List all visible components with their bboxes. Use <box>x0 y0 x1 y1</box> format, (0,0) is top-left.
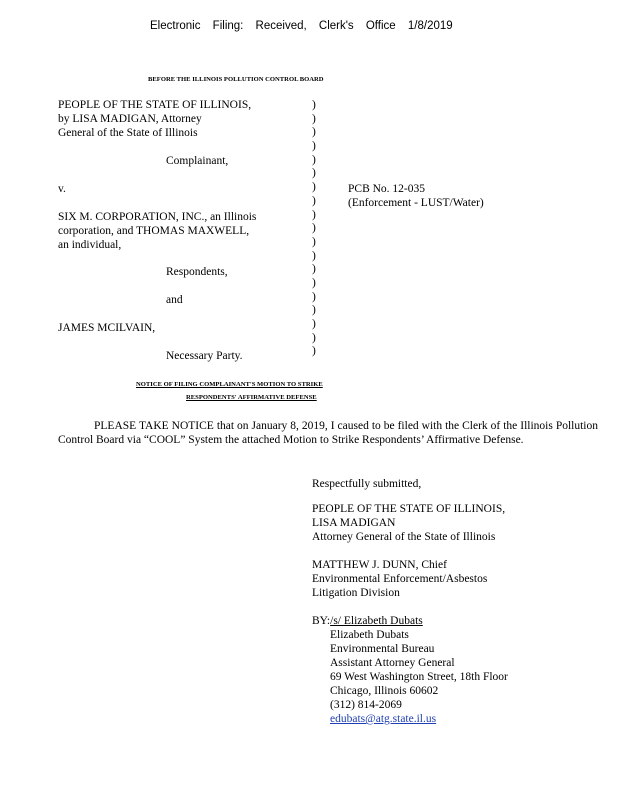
notice-paragraph: PLEASE TAKE NOTICE that on January 8, 2019, I caused to be filed with the Clerk of the Illinois Pollution Control Board via “COOL” System the attached Motion to Strike Respondents’ Affirmative Defense. <box>58 420 598 446</box>
paren: ) <box>312 208 316 221</box>
respondent-line-2: corporation, and THOMAS MAXWELL, <box>58 225 250 237</box>
plaintiff-line-1: PEOPLE OF THE STATE OF ILLINOIS, <box>58 99 252 111</box>
paren: ) <box>312 112 316 125</box>
respondent-line-1: SIX M. CORPORATION, INC., an Illinois <box>58 211 257 223</box>
paren: ) <box>312 140 316 153</box>
case-number: PCB No. 12-035 <box>348 183 425 195</box>
respondent-line-3: an individual, <box>58 239 122 251</box>
paren: ) <box>312 235 316 248</box>
electronic-signature: /s/ Elizabeth Dubats <box>330 615 423 627</box>
party-line-3: Attorney General of the State of Illinois <box>312 531 496 543</box>
case-type: (Enforcement - LUST/Water) <box>348 197 484 209</box>
party-line-2: LISA MADIGAN <box>312 517 396 529</box>
block-line-6: (312) 814-2069 <box>330 699 402 711</box>
signature-line <box>312 615 423 629</box>
and-label: and <box>166 294 183 306</box>
paren: ) <box>312 331 316 344</box>
paren: ) <box>312 181 316 194</box>
block-line-2: Environmental Bureau <box>330 643 435 655</box>
paren: ) <box>312 290 316 303</box>
paren: ) <box>312 167 316 180</box>
complainant-label: Complainant, <box>166 155 229 167</box>
email-link[interactable]: edubats@atg.state.il.us <box>330 713 437 725</box>
chief-line-3: Litigation Division <box>312 587 400 599</box>
paren: ) <box>312 345 316 358</box>
plaintiff-line-3: General of the State of Illinois <box>58 127 198 139</box>
paren: ) <box>312 126 316 139</box>
electronic-filing-stamp: Electronic Filing: Received, Clerk's Office 1/8/2019 <box>150 20 453 32</box>
by-prefix: BY: <box>312 615 331 627</box>
plaintiff-line-2: by LISA MADIGAN, Attorney <box>58 113 202 125</box>
closing: Respectfully submitted, <box>312 478 422 490</box>
versus-label: v. <box>58 183 66 195</box>
party-line-1: PEOPLE OF THE STATE OF ILLINOIS, <box>312 503 506 515</box>
necessary-party-name: JAMES MCILVAIN, <box>58 322 156 334</box>
block-line-3: Assistant Attorney General <box>330 657 455 669</box>
paren: ) <box>312 194 316 207</box>
paren: ) <box>312 263 316 276</box>
paren: ) <box>312 249 316 262</box>
paren: ) <box>312 153 316 166</box>
paren: ) <box>312 222 316 235</box>
block-line-1: Elizabeth Dubats <box>330 629 409 641</box>
notice-title-line-1: NOTICE OF FILING COMPLAINANT'S MOTION TO STRIKE <box>136 381 323 388</box>
chief-line-2: Environmental Enforcement/Asbestos <box>312 573 488 585</box>
necessary-party-label: Necessary Party. <box>166 350 243 362</box>
paren: ) <box>312 99 316 111</box>
respondents-label: Respondents, <box>166 266 228 278</box>
board-heading: BEFORE THE ILLINOIS POLLUTION CONTROL BOARD <box>148 76 324 83</box>
paren: ) <box>312 318 316 330</box>
caption-parenthesis-column <box>312 99 316 359</box>
chief-line-1: MATTHEW J. DUNN, Chief <box>312 559 447 571</box>
paren: ) <box>312 276 316 289</box>
notice-title-line-2: RESPONDENTS' AFFIRMATIVE DEFENSE <box>186 394 317 401</box>
paren: ) <box>312 304 316 317</box>
block-line-5: Chicago, Illinois 60602 <box>330 685 439 697</box>
block-line-4: 69 West Washington Street, 18th Floor <box>330 671 508 683</box>
